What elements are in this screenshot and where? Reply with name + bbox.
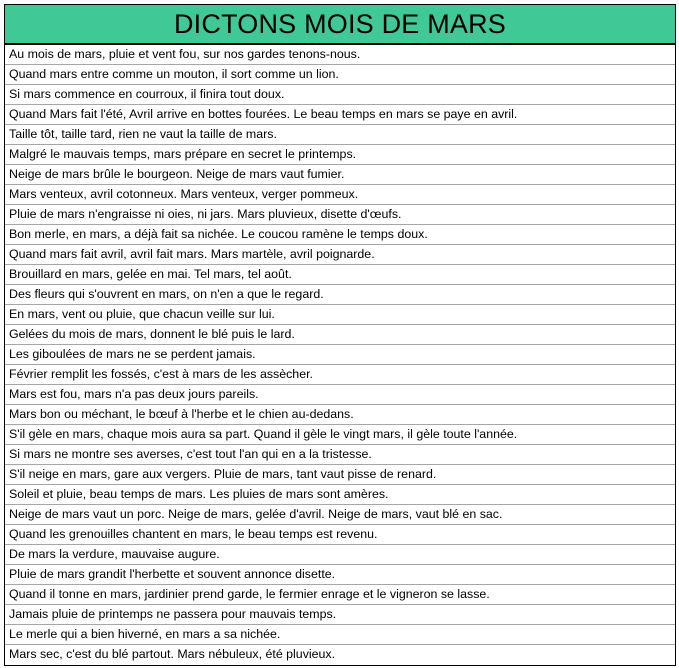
table-row: Mars sec, c'est du blé partout. Mars nébuleux, été pluvieux. [9,647,336,661]
table-row: Quand il tonne en mars, jardinier prend garde, le fermier enrage et le vigneron se lasse. [5,585,675,605]
table-row: Le merle qui a bien hiverné, en mars a sa nichée. [5,625,675,645]
table-row: Jamais pluie de printemps ne passera pour mauvais temps. [5,605,675,625]
table-row: S'il gèle en mars, chaque mois aura sa part. Quand il gèle le vingt mars, il gèle toute l'année. [5,425,675,445]
table-row: Au mois de mars, pluie et vent fou, sur nos gardes tenons-nous. [5,45,675,65]
table-row: Brouillard en mars, gelée en mai. Tel mars, tel août. [5,265,675,285]
table-row: Gelées du mois de mars, donnent le blé puis le lard. [5,325,675,345]
table-row: De mars la verdure, mauvaise augure. [5,545,675,565]
table-row: Si mars ne montre ses averses, c'est tout l'an qui en a la tristesse. [5,445,675,465]
table-row: Taille tôt, taille tard, rien ne vaut la taille de mars. [5,125,675,145]
table-row: Malgré le mauvais temps, mars prépare en secret le printemps. [5,145,675,165]
table-row: Quand mars entre comme un mouton, il sort comme un lion. [5,65,675,85]
dictons-list [5,45,675,665]
table-row: Les giboulées de mars ne se perdent jamais. [5,345,675,365]
table-row: S'il neige en mars, gare aux vergers. Pluie de mars, tant vaut pisse de renard. [5,465,675,485]
table-row: Quand Mars fait l'été, Avril arrive en bottes fourées. Le beau temps en mars se paye en avril. [5,105,675,125]
table-row: Quand mars fait avril, avril fait mars. Mars martèle, avril poignarde. [5,245,675,265]
table-row: En mars, vent ou pluie, que chacun veille sur lui. [5,305,675,325]
table-row: Bon merle, en mars, a déjà fait sa nichée. Le coucou ramène le temps doux. [5,225,675,245]
table-title: DICTONS MOIS DE MARS [5,5,675,45]
table-row: Neige de mars vaut un porc. Neige de mars, gelée d'avril. Neige de mars, vaut blé en sac. [5,505,675,525]
table-row: Pluie de mars n'engraisse ni oies, ni jars. Mars pluvieux, disette d'œufs. [5,205,675,225]
table-row: Mars bon ou méchant, le bœuf à l'herbe et le chien au-dedans. [5,405,675,425]
table-row: Des fleurs qui s'ouvrent en mars, on n'en a que le regard. [5,285,675,305]
table-row: Mars est fou, mars n'a pas deux jours pareils. [5,385,675,405]
table-row: Soleil et pluie, beau temps de mars. Les pluies de mars sont amères. [5,485,675,505]
table-row: Février remplit les fossés, c'est à mars de les assècher. [5,365,675,385]
table-row: Mars venteux, avril cotonneux. Mars venteux, verger pommeux. [5,185,675,205]
table-row: Quand les grenouilles chantent en mars, le beau temps est revenu. [5,525,675,545]
table-row: Pluie de mars grandit l'herbette et souvent annonce disette. [5,565,675,585]
dictons-table [4,4,676,666]
table-row: Si mars commence en courroux, il finira tout doux. [5,85,675,105]
table-row: Neige de mars brûle le bourgeon. Neige de mars vaut fumier. [5,165,675,185]
